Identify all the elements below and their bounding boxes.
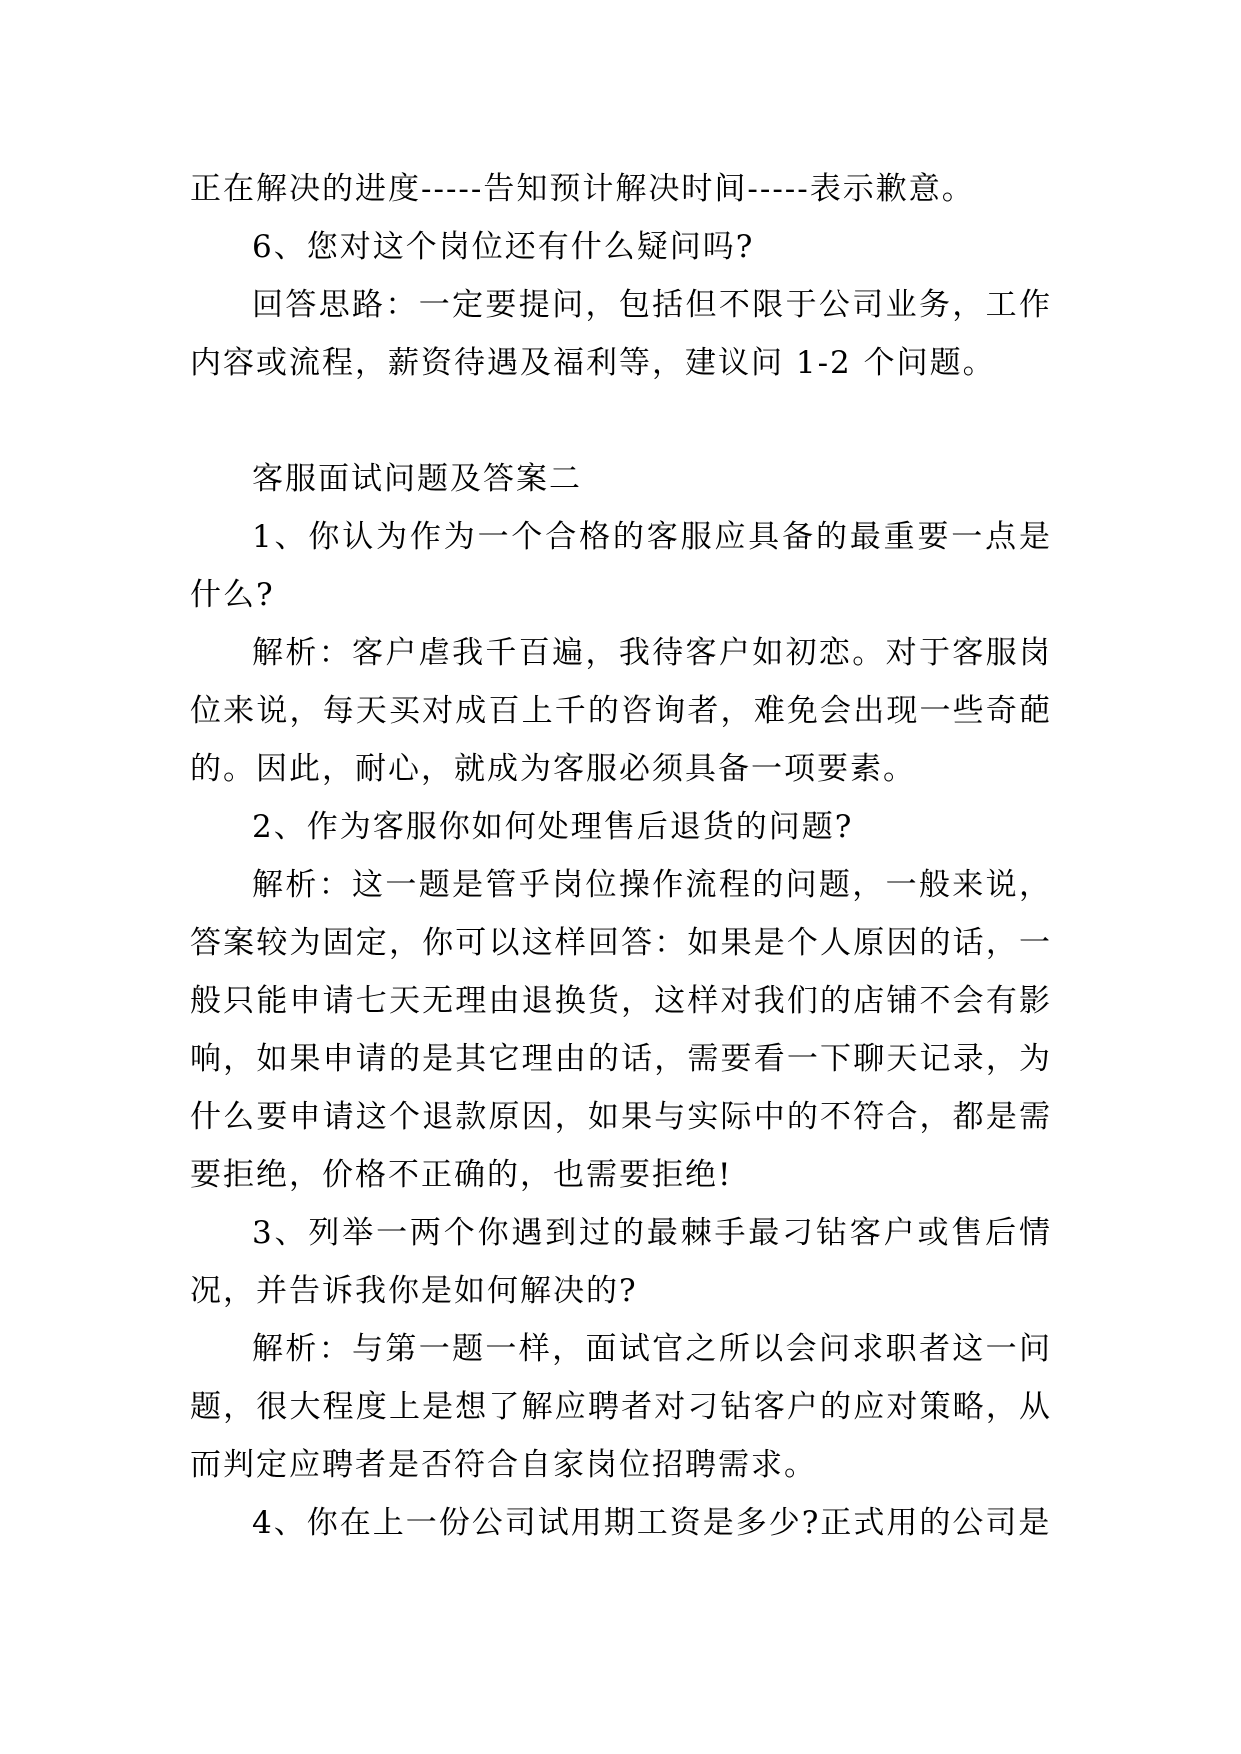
question-4: 4、你在上一份公司试用期工资是多少?正式用的公司是	[252, 1505, 1052, 1541]
section-gap	[190, 392, 1052, 450]
paragraph-continuation: 正在解决的进度-----告知预计解决时间-----表示歉意。	[190, 171, 975, 207]
section-title: 客服面试问题及答案二	[252, 461, 582, 497]
question-2: 2、作为客服你如何处理售后退货的问题?	[252, 809, 854, 845]
answer-6: 回答思路：一定要提问，包括但不限于公司业务，工作内容或流程，薪资待遇及福利等，建议问 1-2 个问题。	[190, 287, 1052, 381]
document-body	[190, 160, 1052, 1552]
question-1: 1、你认为作为一个合格的客服应具备的最重要一点是什么?	[190, 519, 1052, 613]
answer-3: 解析：与第一题一样，面试官之所以会问求职者这一问题，很大程度上是想了解应聘者对刁钻客户的应对策略，从而判定应聘者是否符合自家岗位招聘需求。	[190, 1331, 1052, 1483]
answer-2: 解析：这一题是管乎岗位操作流程的问题，一般来说，答案较为固定，你可以这样回答：如果是个人原因的话，一般只能申请七天无理由退换货，这样对我们的店铺不会有影响，如果申请的是其它理由的话，需要看一下聊天记录，为什么要申请这个退款原因，如果与实际中的不符合，都是需要拒绝，价格不正确的，也需要拒绝!	[190, 867, 1052, 1193]
question-3: 3、列举一两个你遇到过的最棘手最刁钻客户或售后情况，并告诉我你是如何解决的?	[190, 1215, 1052, 1309]
question-6: 6、您对这个岗位还有什么疑问吗?	[252, 229, 755, 265]
answer-1: 解析：客户虐我千百遍，我待客户如初恋。对于客服岗位来说，每天买对成百上千的咨询者，难免会出现一些奇葩的。因此，耐心，就成为客服必须具备一项要素。	[190, 635, 1052, 787]
